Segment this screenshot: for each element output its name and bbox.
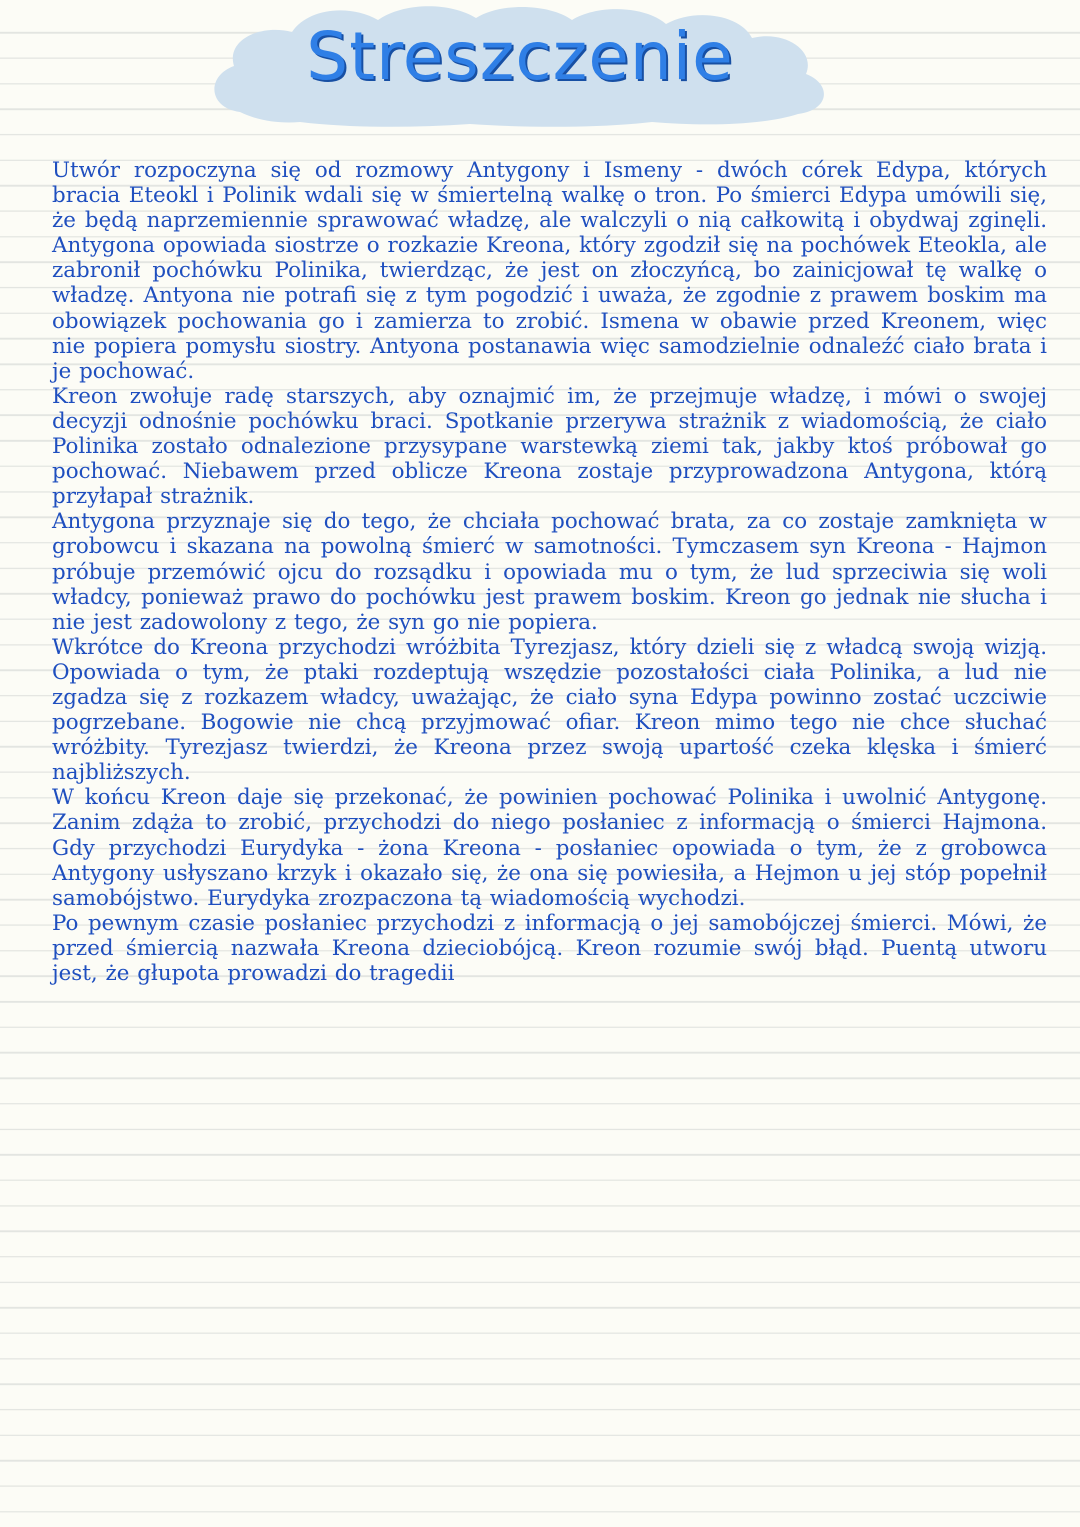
summary-text xyxy=(52,158,1047,986)
page-title: Streszczenie xyxy=(306,18,734,95)
paragraph-2: Kreon zwołuje radę starszych, aby oznajmić im, że przejmuje władzę, i mówi o swojej decyzji odnośnie pochówku braci. Spotkanie przerywa strażnik z wiadomością, że ciało Polinika zostało odnalezione przysypane warstewką ziemi tak, jakby ktoś próbował go pochować. Niebawem przed oblicze Kreona zostaje przyprowadzona Antygona, którą przyłapał strażnik. xyxy=(52,383,1047,510)
paragraph-6: Po pewnym czasie posłaniec przychodzi z informacją o jej samobójczej śmierci. Mówi, że przed śmiercią nazwała Kreona dzieciobójcą. Kreon rozumie swój błąd. Puentą utworu jest, że głupota prowadzi do tragedii xyxy=(52,910,1047,986)
title-banner xyxy=(200,0,840,130)
paragraph-5: W końcu Kreon daje się przekonać, że powinien pochować Polinika i uwolnić Antygonę. Zanim zdąża to zrobić, przychodzi do niego posłaniec z informacją o śmierci Hajmona. Gdy przychodzi Eurydyka - żona Kreona - posłaniec opowiada o tym, że z grobowca Antygony usłyszano krzyk i okazało się, że ona się powiesiła, a Hejmon u jej stóp popełnił samobójstwo. Eurydyka zrozpaczona tą wiadomością wychodzi. xyxy=(52,785,1047,911)
paragraph-4: Wkrótce do Kreona przychodzi wróżbita Tyrezjasz, który dzieli się z władcą swoją wizją. Opowiada o tym, że ptaki rozdeptują wszędzie pozostałości ciała Polinika, a lud nie zgadza się z rozkazem władcy, uważając, że ciało syna Edypa powinno zostać uczciwie pogrzebane. Bogowie nie chcą przyjmować ofiar. Kreon mimo tego nie chce słuchać wróżbity. Tyrezjasz twierdzi, że Kreona przez swoją upartość czeka klęska i śmierć najbliższych. xyxy=(52,634,1047,786)
paragraph-3: Antygona przyznaje się do tego, że chciała pochować brata, za co zostaje zamknięta w grobowcu i skazana na powolną śmierć w samotności. Tymczasem syn Kreona - Hajmon próbuje przemówić ojcu do rozsądku i opowiada mu o tym, że lud sprzeciwia się woli władcy, ponieważ prawo do pochówku jest prawem boskim. Kreon go jednak nie słucha i nie jest zadowolony z tego, że syn go nie popiera. xyxy=(52,509,1047,635)
paragraph-1: Utwór rozpoczyna się od rozmowy Antygony i Ismeny - dwóch córek Edypa, których bracia Eteokl i Polinik wdali się w śmiertelną walkę o tron. Po śmierci Edypa umówili się, że będą naprzemiennie sprawować władzę, ale walczyli o nią całkowitą i obydwaj zginęli. Antygona opowiada siostrze o rozkazie Kreona, który zgodził się na pochówek Eteokla, ale zabronił pochówku Polinika, twierdząc, że jest on złoczyńcą, bo zainicjował tę walkę o władzę. Antyona nie potrafi się z tym pogodzić i uważa, że zgodnie z prawem boskim ma obowiązek pochowania go i zamierza to zrobić. Ismena w obawie przed Kreonem, więc nie popiera pomysłu siostry. Antyona postanawia więc samodzielnie odnaleźć ciało brata i je pochować. xyxy=(52,158,1047,384)
